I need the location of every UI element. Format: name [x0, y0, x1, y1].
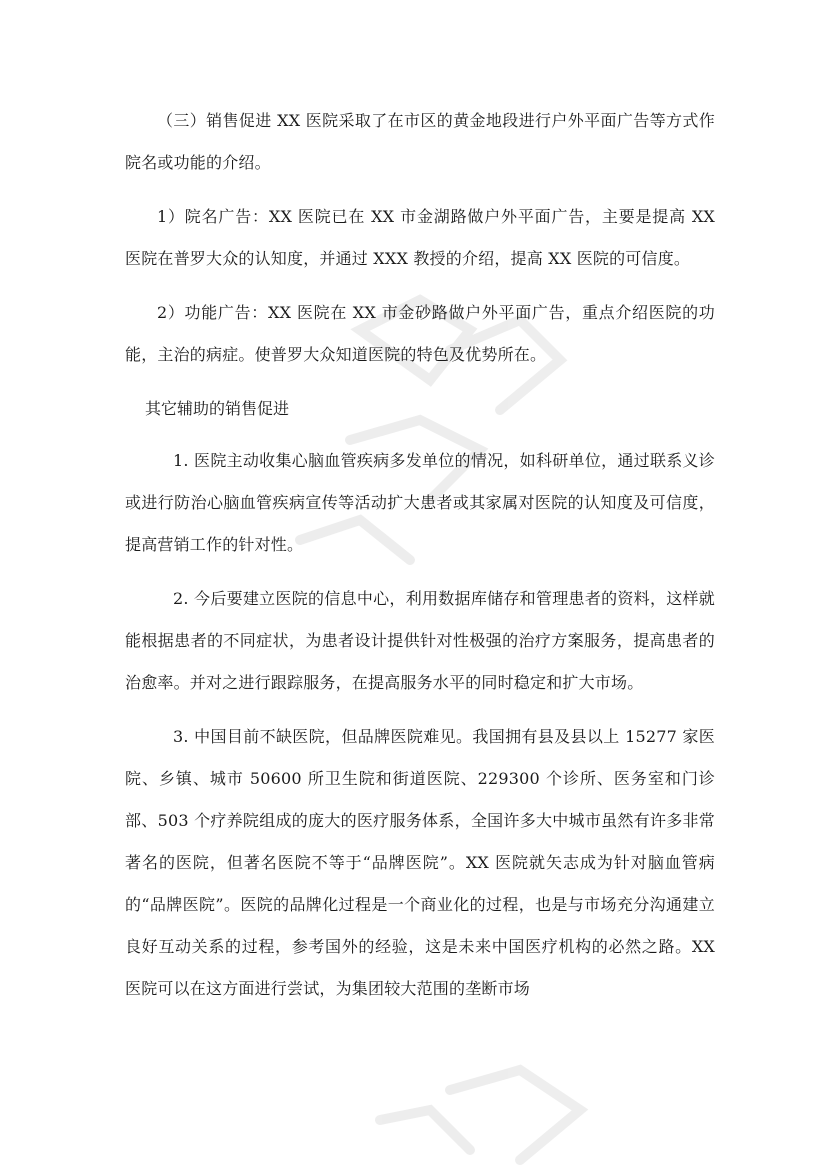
paragraph-sales-promotion: （三）销售促进 XX 医院采取了在市区的黄金地段进行户外平面广告等方式作院名或功能的介绍。 — [125, 111, 715, 172]
document-body — [125, 100, 715, 1022]
section-heading-other-promotion: 其它辅助的销售促进 — [145, 399, 290, 418]
paragraph-item-3: 3. 中国目前不缺医院，但品牌医院难见。我国拥有县及县以上 15277 家医院、乡镇、城市 50600 所卫生院和街道医院、229300 个诊所、医务室和门诊部、503 个疗养院组成的庞大的医疗服务体系，全国许多大中城市虽然有许多非常著名的医院，但著名医院不等于“品牌医院”。XX 医院就矢志成为针对脑血管病的“品牌医院”。医院的品牌化过程是一个商业化的过程，也是与市场充分沟通建立良好互动关系的过程，参考国外的经验，这是未来中国医疗机构的必然之路。XX 医院可以在这方面进行尝试，为集团较大范围的垄断市场 — [125, 727, 715, 998]
paragraph-name-ad: 1）院名广告：XX 医院已在 XX 市金湖路做户外平面广告，主要是提高 XX 医院在普罗大众的认知度，并通过 XXX 教授的介绍，提高 XX 医院的可信度。 — [125, 207, 715, 268]
paragraph-item-2: 2. 今后要建立医院的信息中心，利用数据库储存和管理患者的资料，这样就能根据患者的不同症状，为患者设计提供针对性极强的治疗方案服务，提高患者的治愈率。并对之进行跟踪服务，在提高服务水平的同时稳定和扩大市场。 — [125, 589, 715, 692]
paragraph-item-1: 1. 医院主动收集心脑血管疾病多发单位的情况，如科研单位，通过联系义诊或进行防治心脑血管疾病宣传等活动扩大患者或其家属对医院的认知度及可信度，提高营销工作的针对性。 — [125, 451, 715, 554]
paragraph-function-ad: 2）功能广告：XX 医院在 XX 市金砂路做户外平面广告，重点介绍医院的功能，主治的病症。使普罗大众知道医院的特色及优势所在。 — [125, 303, 715, 364]
watermark-mark — [380, 1110, 470, 1150]
watermark-mark — [450, 1070, 580, 1160]
